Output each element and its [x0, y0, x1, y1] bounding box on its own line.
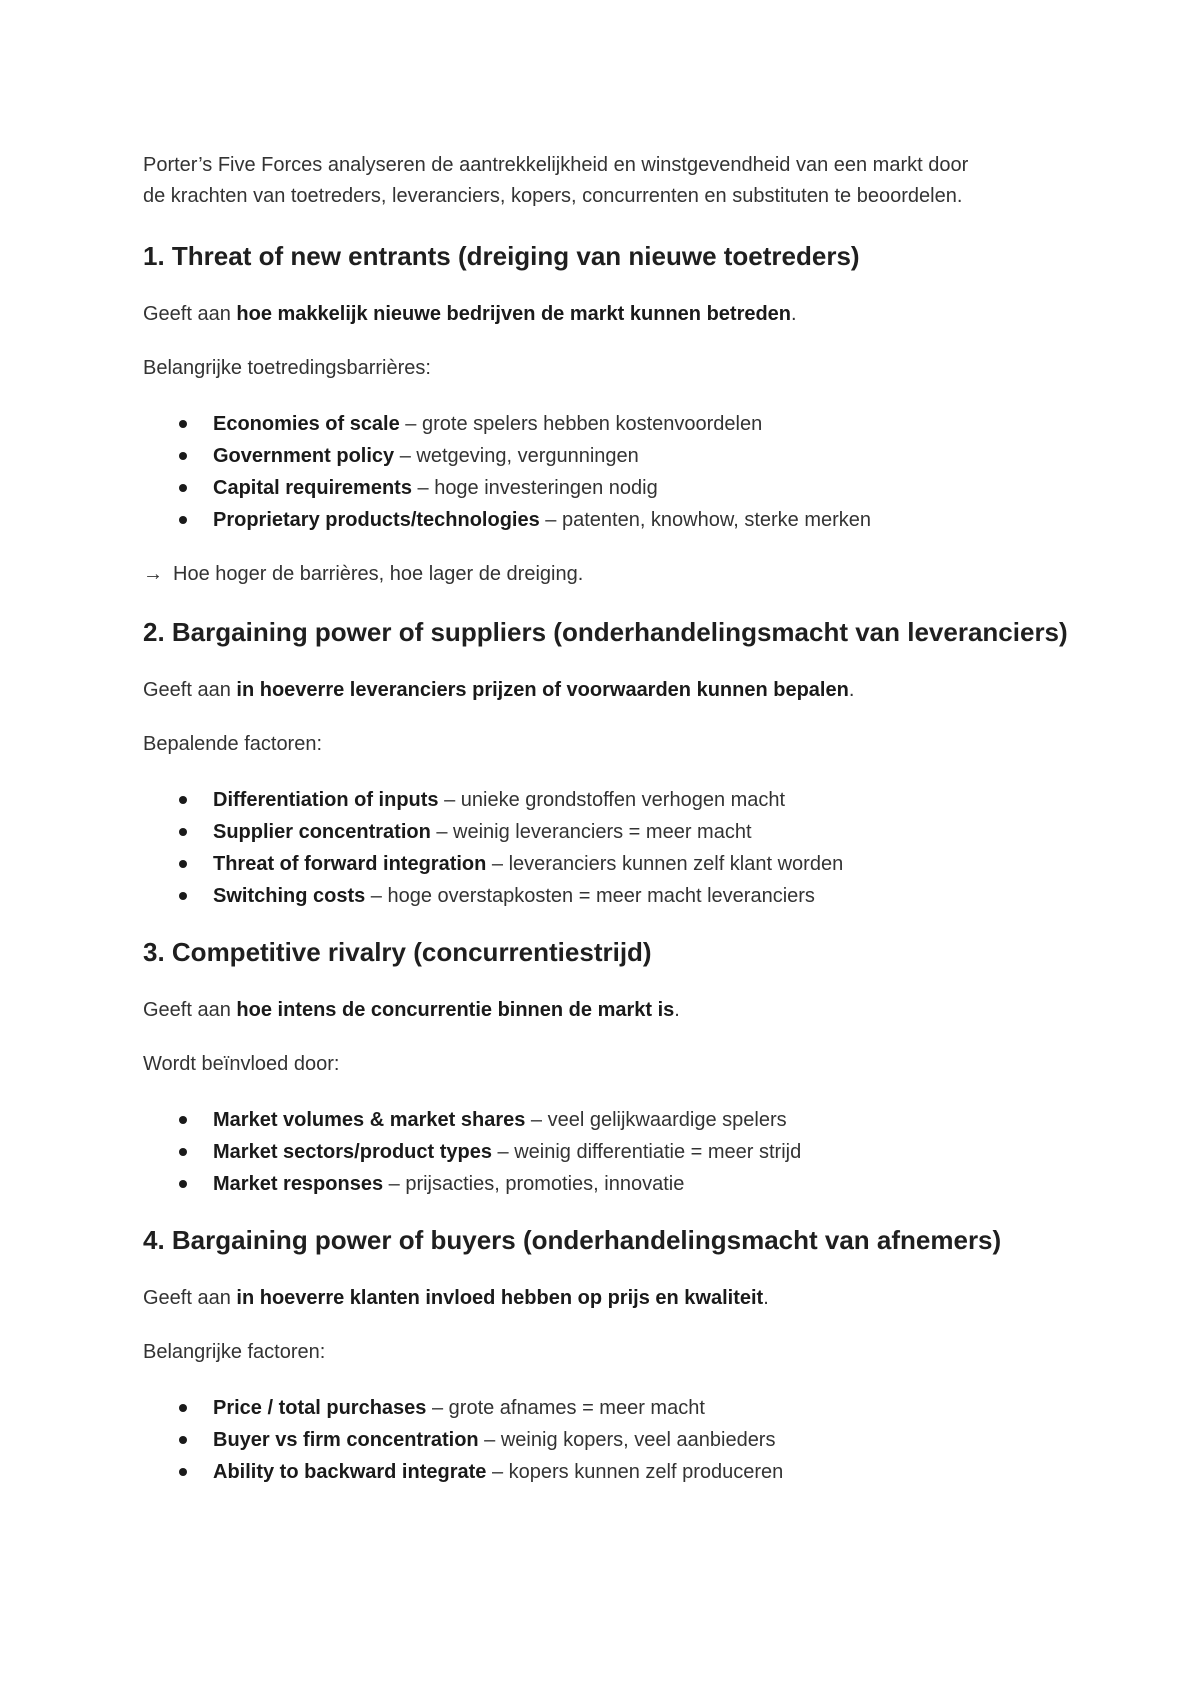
list-item — [179, 1392, 1080, 1424]
bullet-icon — [179, 828, 187, 836]
item-term: Switching costs — [213, 885, 366, 907]
bullet-list — [143, 1104, 1080, 1200]
section-description — [143, 300, 1080, 328]
conclusion-note — [143, 560, 1080, 588]
item-term: Government policy — [213, 445, 395, 467]
description-emphasis: hoe intens de concurrentie binnen de markt is — [236, 999, 675, 1021]
intro-paragraph — [143, 150, 1080, 212]
item-term: Supplier concentration — [213, 821, 431, 843]
description-emphasis: hoe makkelijk nieuwe bedrijven de markt kunnen betreden — [236, 303, 792, 325]
description-prefix: Geeft aan — [143, 1287, 237, 1309]
bullet-icon — [179, 420, 187, 428]
item-term: Capital requirements — [213, 477, 412, 499]
list-item — [179, 816, 1080, 848]
bullet-icon — [179, 1116, 187, 1124]
item-text: – kopers kunnen zelf produceren — [486, 1461, 784, 1483]
item-term: Ability to backward integrate — [213, 1461, 487, 1483]
section-buyers — [143, 1224, 1080, 1488]
description-prefix: Geeft aan — [143, 679, 237, 701]
intro-line-1: Porter’s Five Forces analyseren de aantrekkelijkheid en winstgevendheid van een markt door — [143, 154, 969, 176]
section-suppliers — [143, 616, 1080, 912]
item-term: Price / total purchases — [213, 1397, 427, 1419]
bullet-icon — [179, 1148, 187, 1156]
bullet-icon — [179, 1436, 187, 1444]
description-emphasis: in hoeverre klanten invloed hebben op prijs en kwaliteit — [236, 1287, 764, 1309]
description-suffix: . — [848, 679, 855, 701]
description-suffix: . — [763, 1287, 769, 1309]
bullet-icon — [179, 516, 187, 524]
description-emphasis: in hoeverre leveranciers prijzen of voorwaarden kunnen bepalen — [236, 679, 849, 701]
item-term: Market responses — [213, 1173, 384, 1195]
list-label: Bepalende factoren: — [143, 733, 323, 755]
list-item — [179, 440, 1080, 472]
item-text: – wetgeving, vergunningen — [394, 445, 639, 467]
arrow-right-icon: → — [143, 563, 163, 585]
list-label: Wordt beïnvloed door: — [143, 1053, 340, 1075]
description-suffix: . — [791, 303, 797, 325]
item-term: Differentiation of inputs — [213, 789, 439, 811]
section-description — [143, 1284, 1080, 1312]
list-item — [179, 1424, 1080, 1456]
list-item — [179, 408, 1080, 440]
item-term: Threat of forward integration — [213, 853, 487, 875]
item-text: – veel gelijkwaardige spelers — [525, 1109, 787, 1131]
item-term: Proprietary products/technologies — [213, 509, 540, 531]
bullet-icon — [179, 1180, 187, 1188]
item-text: – weinig kopers, veel aanbieders — [478, 1429, 776, 1451]
item-text: – weinig leveranciers = meer macht — [430, 821, 752, 843]
bullet-icon — [179, 452, 187, 460]
item-term: Market volumes & market shares — [213, 1109, 526, 1131]
list-item — [179, 1104, 1080, 1136]
list-item — [179, 880, 1080, 912]
bullet-list — [143, 1392, 1080, 1488]
bullet-icon — [179, 484, 187, 492]
bullet-icon — [179, 796, 187, 804]
note-text: Hoe hoger de barrières, hoe lager de dreiging. — [173, 563, 584, 585]
list-item — [179, 848, 1080, 880]
section-description — [143, 676, 1080, 704]
item-term: Buyer vs firm concentration — [213, 1429, 479, 1451]
section-new-entrants — [143, 240, 1080, 588]
item-text: – patenten, knowhow, sterke merken — [539, 509, 872, 531]
bullet-list — [143, 408, 1080, 536]
bullet-icon — [179, 892, 187, 900]
intro-line-2: de krachten van toetreders, leveranciers, kopers, concurrenten en substituten te beoordelen. — [143, 185, 963, 207]
section-rivalry — [143, 936, 1080, 1200]
bullet-icon — [179, 1468, 187, 1476]
item-text: – prijsacties, promoties, innovatie — [383, 1173, 685, 1195]
list-item — [179, 784, 1080, 816]
bullet-list — [143, 784, 1080, 912]
section-title: 1. Threat of new entrants (dreiging van nieuwe toetreders) — [143, 241, 860, 271]
item-text: – leveranciers kunnen zelf klant worden — [486, 853, 844, 875]
item-text: – hoge investeringen nodig — [411, 477, 658, 499]
item-term: Economies of scale — [213, 413, 400, 435]
item-text: – hoge overstapkosten = meer macht leveranciers — [365, 885, 815, 907]
section-title: 3. Competitive rivalry (concurrentiestrijd) — [143, 937, 652, 967]
description-prefix: Geeft aan — [143, 303, 237, 325]
item-text: – weinig differentiatie = meer strijd — [491, 1141, 802, 1163]
list-label: Belangrijke toetredingsbarrières: — [143, 357, 431, 379]
bullet-icon — [179, 1404, 187, 1412]
list-item — [179, 1456, 1080, 1488]
list-label: Belangrijke factoren: — [143, 1341, 326, 1363]
description-prefix: Geeft aan — [143, 999, 237, 1021]
item-text: – grote spelers hebben kostenvoordelen — [399, 413, 763, 435]
list-item — [179, 1136, 1080, 1168]
section-title: 4. Bargaining power of buyers (onderhandelingsmacht van afnemers) — [143, 1225, 1002, 1255]
section-title: 2. Bargaining power of suppliers (onderhandelingsmacht van leveranciers) — [143, 617, 1068, 647]
item-text: – unieke grondstoffen verhogen macht — [438, 789, 786, 811]
item-term: Market sectors/product types — [213, 1141, 492, 1163]
list-item — [179, 504, 1080, 536]
list-item — [179, 472, 1080, 504]
list-item — [179, 1168, 1080, 1200]
bullet-icon — [179, 860, 187, 868]
section-description — [143, 996, 1080, 1024]
description-suffix: . — [674, 999, 680, 1021]
item-text: – grote afnames = meer macht — [426, 1397, 705, 1419]
